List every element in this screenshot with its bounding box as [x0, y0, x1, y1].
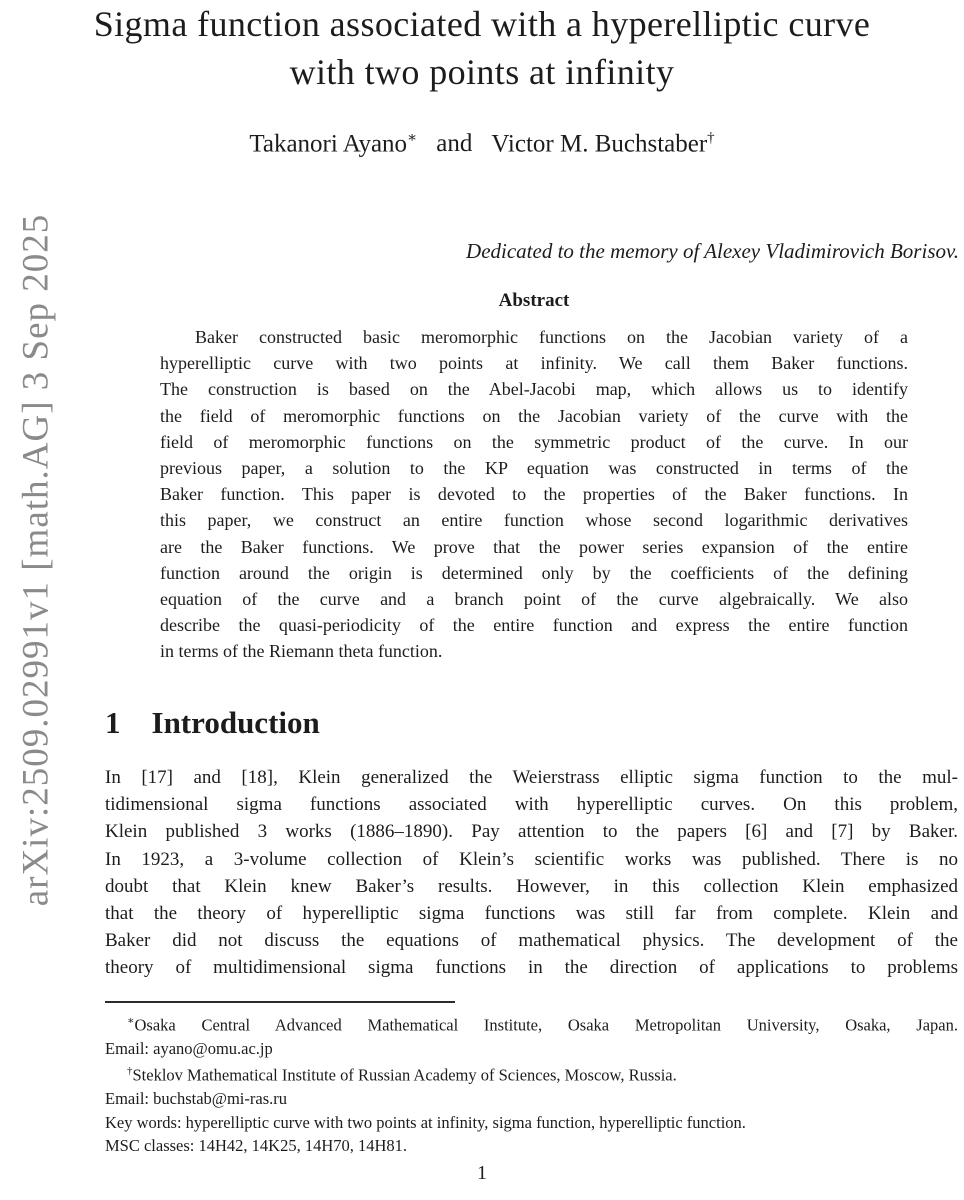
abstract-line: hyperelliptic curve with two points at infinity. We call them Baker functions. — [160, 353, 908, 374]
abstract-line: equation of the curve and a branch point of the curve algebraically. We also — [160, 589, 908, 610]
abstract-line: the field of meromorphic functions on the Jacobian variety of the curve with the — [160, 405, 908, 426]
page-number: 1 — [477, 1162, 487, 1184]
footnote-affiliation-2-text: Steklov Mathematical Institute of Russian Academy of Sciences, Moscow, Russia. — [132, 1065, 677, 1085]
section-1-heading — [105, 706, 958, 740]
abstract-line: Baker constructed basic meromorphic functions on the Jacobian variety of a — [195, 327, 908, 347]
author-2-footnote-mark: † — [707, 130, 715, 146]
abstract-line: Baker function. This paper is devoted to the properties of the Baker functions. In — [160, 484, 908, 505]
abstract-line: in terms of the Riemann theta function. — [160, 641, 443, 662]
introduction-line: that the theory of hyperelliptic sigma functions was still far from complete. Klein and — [105, 903, 958, 925]
abstract-line: describe the quasi-periodicity of the entire function and express the entire function — [160, 615, 908, 636]
author-1-footnote-mark: ∗ — [407, 130, 418, 146]
authors-line — [0, 123, 964, 159]
footnote-rule — [105, 1001, 455, 1003]
dedication-line: Dedicated to the memory of Alexey Vladimirovich Borisov. — [466, 239, 959, 263]
abstract-line: this paper, we construct an entire function whose second logarithmic derivatives — [160, 510, 908, 531]
paper-title-line-2: with two points at infinity — [289, 52, 675, 92]
arxiv-watermark: arXiv:2509.02991v1 [math.AG] 3 Sep 2025 — [15, 213, 57, 907]
footnote-email-2: Email: buchstab@mi-ras.ru — [105, 1089, 287, 1109]
authors-separator: and — [436, 130, 473, 158]
paper-title-line-1: Sigma function associated with a hyperelliptic curve — [93, 4, 871, 44]
footnote-marker-asterisk: ∗ — [127, 1015, 135, 1027]
footnote-email-1: Email: ayano@omu.ac.jp — [105, 1038, 273, 1058]
abstract-section — [160, 290, 908, 665]
footnote-marker-dagger: † — [127, 1065, 133, 1078]
abstract-line: The construction is based on the Abel-Jacobi map, which allows us to identify — [160, 379, 908, 400]
author-1-name: Takanori Ayano — [249, 130, 408, 158]
footnote-affiliation-2 — [105, 1060, 958, 1087]
introduction-line: In [17] and [18], Klein generalized the Weierstrass elliptic sigma function to the mul- — [105, 767, 958, 788]
abstract-line: function around the origin is determined only by the coefficients of the defining — [160, 562, 908, 583]
abstract-line: are the Baker functions. We prove that the power series expansion of the entire — [160, 536, 908, 557]
abstract-heading: Abstract — [498, 290, 570, 311]
title-block — [0, 0, 964, 159]
introduction-line: theory of multidimensional sigma functions in the direction of applications to problems — [105, 957, 958, 979]
keywords-line: Key words: hyperelliptic curve with two points at infinity, sigma function, hyperelliptic function. — [105, 1112, 746, 1132]
introduction-line: Baker did not discuss the equations of mathematical physics. The development of the — [105, 930, 958, 952]
section-title: Introduction — [151, 705, 320, 740]
author-2-name: Victor M. Buchstaber — [491, 130, 708, 158]
section-number: 1 — [105, 705, 121, 740]
msc-classes-line: MSC classes: 14H42, 14K25, 14H70, 14H81. — [105, 1136, 408, 1156]
introduction-line: tidimensional sigma functions associated with hyperelliptic curves. On this problem, — [105, 794, 958, 816]
introduction-line: Klein published 3 works (1886–1890). Pay attention to the papers [6] and [7] by Baker. — [105, 821, 958, 843]
introduction-line: In 1923, a 3-volume collection of Klein’s scientific works was published. There is no — [105, 848, 958, 870]
introduction-section — [105, 706, 958, 982]
footnotes-block — [105, 1001, 958, 1157]
footnote-affiliation-1 — [105, 1010, 958, 1037]
abstract-line: field of meromorphic functions on the symmetric product of the curve. In our — [160, 431, 908, 452]
footnote-affiliation-1-text: Osaka Central Advanced Mathematical Institute, Osaka Metropolitan University, Osaka, Japan. — [134, 1015, 958, 1035]
introduction-line: doubt that Klein knew Baker’s results. However, in this collection Klein emphasized — [105, 875, 958, 897]
abstract-line: previous paper, a solution to the KP equation was constructed in terms of the — [160, 458, 908, 479]
